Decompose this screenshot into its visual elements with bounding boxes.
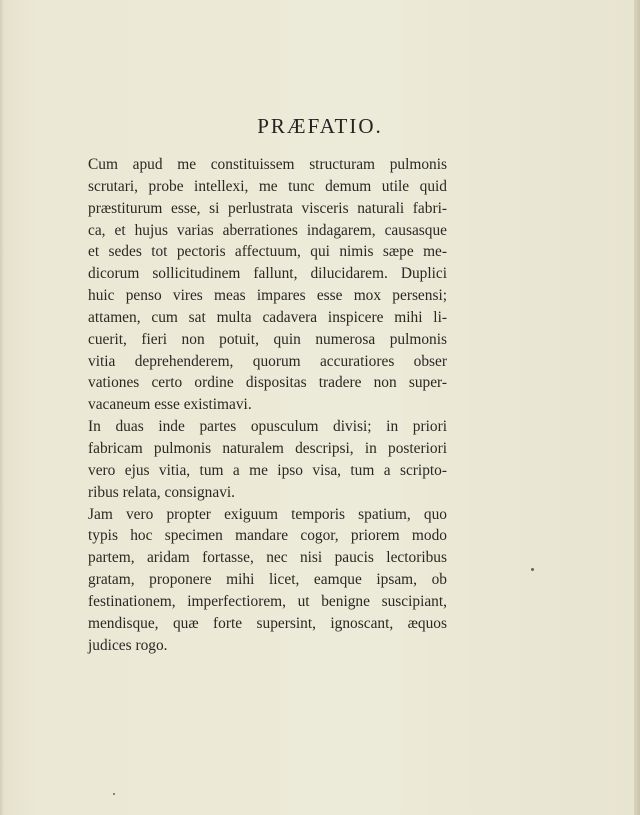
text-line: typis hoc specimen mandare cogor, priorem modo — [88, 527, 447, 545]
text-line: et sedes tot pectoris affectuum, qui nimis sæpe me- — [88, 243, 447, 261]
text-line: præstiturum esse, si perlustrata visceris naturali fabri- — [88, 199, 447, 217]
text-line: scrutari, probe intellexi, me tunc demum utile quid — [88, 177, 447, 195]
text-line: festinationem, imperfectiorem, ut benigne suscipiant, — [88, 592, 447, 610]
text-line: vero ejus vitia, tum a me ipso visa, tum a scripto- — [88, 461, 447, 479]
text-line: vitia deprehenderem, quorum accuratiores obser — [88, 352, 447, 370]
paper-speck — [113, 793, 115, 795]
text-line: Cum apud me constituissem structuram pulmonis — [88, 156, 447, 173]
text-line: judices rogo. — [88, 636, 168, 654]
text-line: In duas inde partes opusculum divisi; in priori — [88, 418, 447, 436]
text-line: attamen, cum sat multa cadavera inspicere mihi li- — [88, 308, 447, 326]
page-title: PRÆFATIO. — [257, 114, 383, 138]
text-line: mendisque, quæ forte supersint, ignoscant, æquos — [88, 614, 447, 632]
text-line: huic penso vires meas impares esse mox persensi; — [88, 287, 447, 305]
text-line: vacaneum esse existimavi. — [88, 396, 252, 414]
text-line: vationes certo ordine dispositas tradere non super- — [88, 374, 447, 392]
text-line: ca, et hujus varias aberrationes indagarem, causasque — [88, 221, 447, 239]
text-line: ribus relata, consignavi. — [88, 483, 236, 501]
text-line: gratam, proponere mihi licet, eamque ipsam, ob — [88, 571, 447, 589]
text-line: Jam vero propter exiguum temporis spatium, quo — [88, 505, 447, 523]
text-line: fabricam pulmonis naturalem descripsi, in posteriori — [88, 439, 447, 457]
text-line: cuerit, fieri non potuit, quin numerosa pulmonis — [88, 330, 447, 348]
preface-text — [88, 154, 447, 656]
text-line: partem, aridam fortasse, nec nisi paucis lectoribus — [88, 549, 447, 567]
paper-speck — [531, 568, 534, 571]
text-line: dicorum sollicitudinem fallunt, dilucidarem. Duplici — [88, 265, 447, 283]
